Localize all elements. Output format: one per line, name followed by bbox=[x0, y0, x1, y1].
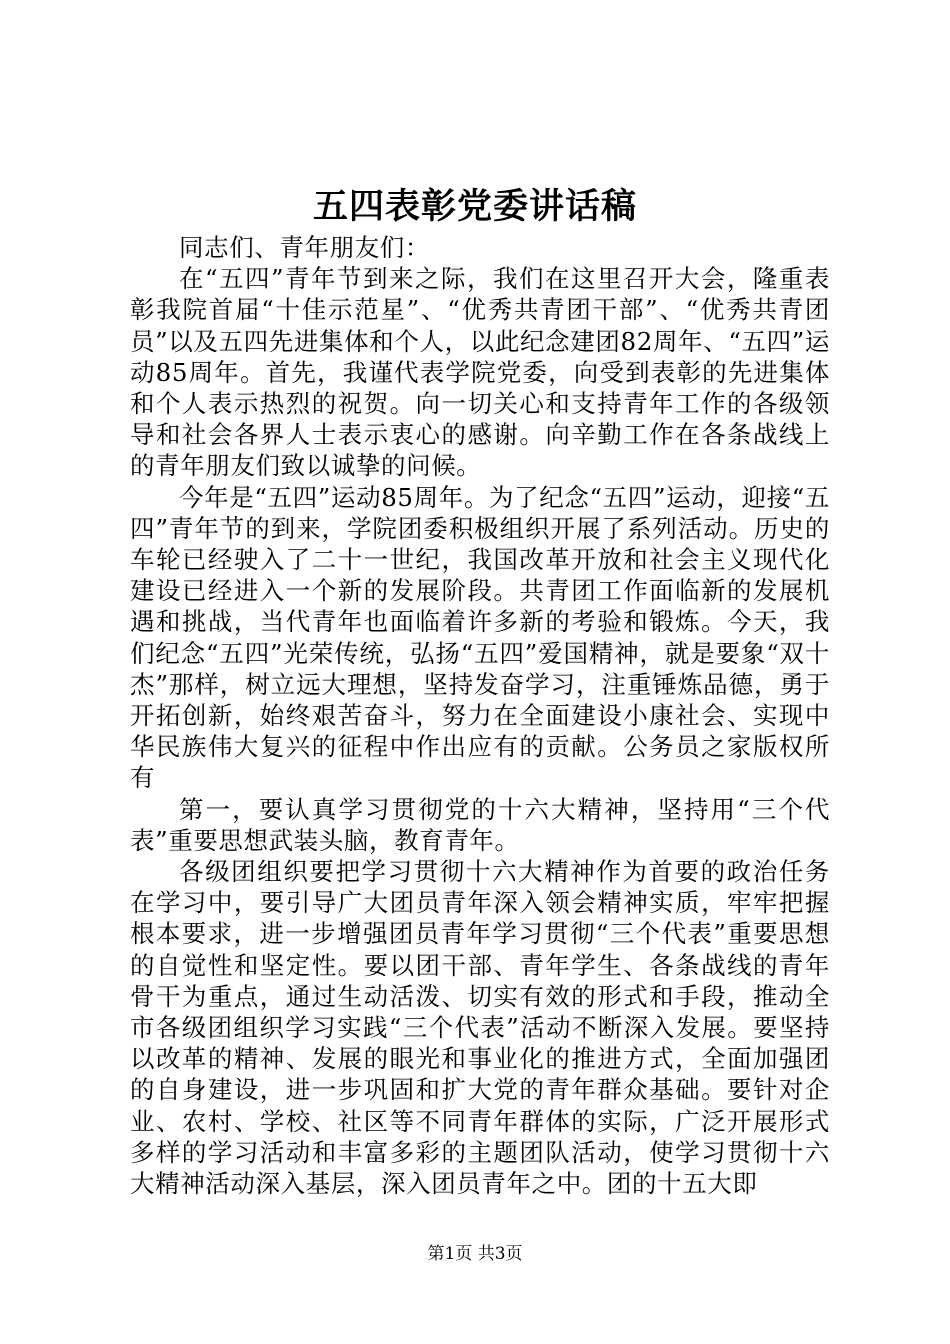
anniversary-paragraph: 今年是“五四”运动85周年。为了纪念“五四”运动，迎接“五四”青年节的到来，学院团委积极组织开展了系列活动。历史的车轮已经驶入了二十一世纪，我国改革开放和社会主义现代化建设已经进入一个新的发展阶段。共青团工作面临新的发展机遇和挑战，当代青年也面临着许多新的考验和锻炼。今天，我们纪念“五四”光荣传统，弘扬“五四”爱国精神，就是要象“双十杰”那样，树立远大理想，坚持发奋学习，注重锤炼品德，勇于开拓创新，始终艰苦奋斗，努力在全面建设小康社会、实现中华民族伟大复兴的征程中作出应有的贡献。公务员之家版权所有 bbox=[130, 482, 830, 793]
document-title: 五四表彰党委讲话稿 bbox=[312, 186, 637, 227]
opening-paragraph: 在“五四”青年节到来之际，我们在这里召开大会，隆重表彰我院首届“十佳示范星”、“优秀共青团干部”、“优秀共青团员”以及五四先进集体和个人，以此纪念建团82周年、“五四”运动85周年。首先，我谨代表学院党委，向受到表彰的先进集体和个人表示热烈的祝贺。向一切关心和支持青年工作的各级领导和社会各界人士表示衷心的感谢。向辛勤工作在各条战线上的青年朋友们致以诚挚的问候。 bbox=[130, 264, 830, 481]
study-paragraph: 各级团组织要把学习贯彻十六大精神作为首要的政治任务在学习中，要引导广大团员青年深入领会精神实质，牢牢把握根本要求，进一步增强团员青年学习贯彻“三个代表”重要思想的自觉性和坚定性。要以团干部、青年学生、各条战线的青年骨干为重点，通过生动活泼、切实有效的形式和手段，推动全市各级团组织学习实践“三个代表”活动不断深入发展。要坚持以改革的精神、发展的眼光和事业化的推进方式，全面加强团的自身建设，进一步巩固和扩大党的青年群众基础。要针对企业、农村、学校、社区等不同青年群体的实际，广泛开展形式多样的学习活动和丰富多彩的主题团队活动，使学习贯彻十六大精神活动深入基层，深入团员青年之中。团的十五大即 bbox=[130, 857, 830, 1199]
document-body bbox=[130, 232, 830, 1199]
first-point-paragraph: 第一，要认真学习贯彻党的十六大精神，坚持用“三个代表”重要思想武装头脑，教育青年。 bbox=[130, 794, 830, 855]
salutation-paragraph: 同志们、青年朋友们： bbox=[179, 233, 430, 262]
page-footer: 第1页 共3页 bbox=[427, 1244, 523, 1264]
